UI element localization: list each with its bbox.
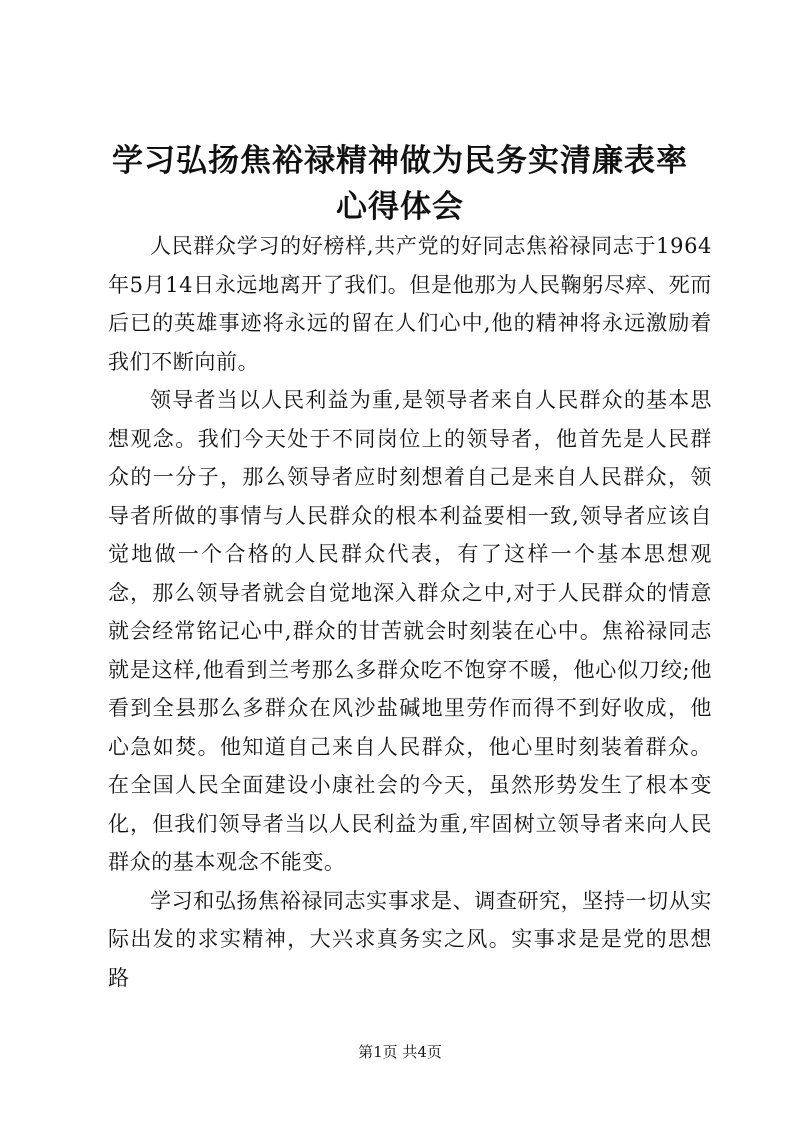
paragraph-1: 人民群众学习的好榜样,共产党的好同志焦裕禄同志于1964年5月14日永远地离开了我们。但是他那为人民鞠躬尽瘁、死而后已的英雄事迹将永远的留在人们心中,他的精神将永远激励着我们不断向前。: [108, 234, 712, 374]
document-body: [108, 227, 712, 997]
page-total: 共4页: [402, 1043, 442, 1061]
page-number: 第1页: [358, 1043, 398, 1061]
document-title: 学习弘扬焦裕禄精神做为民务实清廉表率心得体会: [112, 143, 688, 225]
paragraph-2: 领导者当以人民利益为重,是领导者来自人民群众的基本思想观念。我们今天处于不同岗位上的领导者，他首先是人民群众的一分子，那么领导者应时刻想着自己是来自人民群众，领导者所做的事情与人民群众的根本利益要相一致,领导者应该自觉地做一个合格的人民群众代表，有了这样一个基本思想观念，那么领导者就会自觉地深入群众之中,对于人民群众的情意就会经常铭记心中,群众的甘苦就会时刻装在心中。焦裕禄同志就是这样,他看到兰考那么多群众吃不饱穿不暖，他心似刀绞;他看到全县那么多群众在风沙盐碱地里劳作而得不到好收成，他心急如焚。他知道自己来自人民群众，他心里时刻装着群众。在全国人民全面建设小康社会的今天，虽然形势发生了根本变化，但我们领导者当以人民利益为重,牢固树立领导者来向人民群众的基本观念不能变。: [108, 388, 712, 874]
paragraph-3: 学习和弘扬焦裕禄同志实事求是、调查研究，坚持一切从实际出发的求实精神，大兴求真务实之风。实事求是是党的思想路: [108, 888, 712, 990]
page-footer: [0, 1042, 800, 1062]
